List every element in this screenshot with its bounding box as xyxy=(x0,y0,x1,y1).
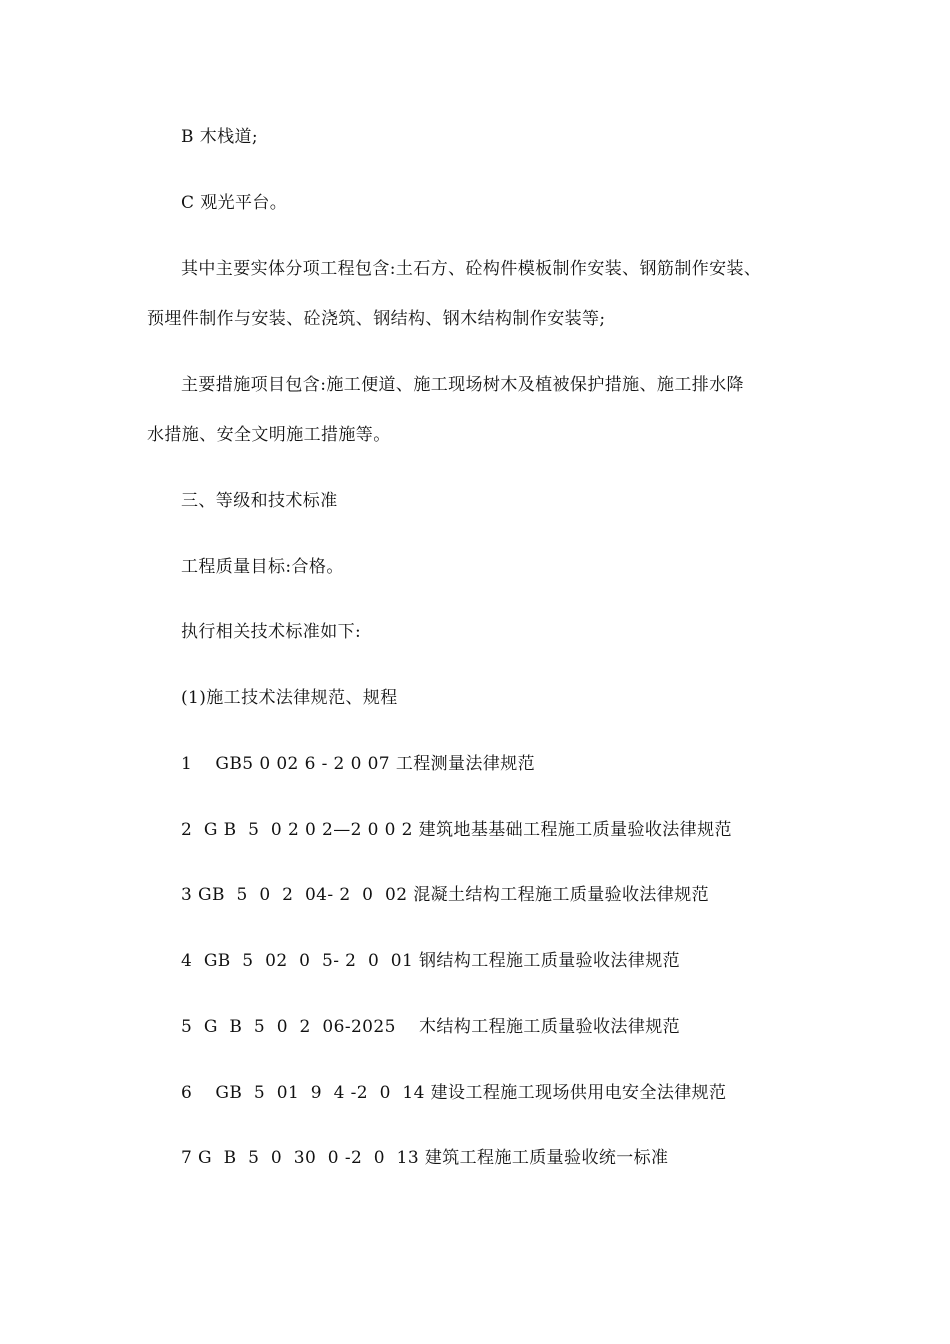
paragraph-line: 水措施、安全文明施工措施等。 xyxy=(147,425,391,445)
paragraph-line: 主要措施项目包含:施工便道、施工现场树木及植被保护措施、施工排水降 xyxy=(181,375,744,395)
list-item-c: C 观光平台。 xyxy=(181,193,288,213)
subsection-heading: (1)施工技术法律规范、规程 xyxy=(181,688,398,708)
paragraph-line: 其中主要实体分项工程包含:土石方、砼构件模板制作安装、钢筋制作安装、 xyxy=(181,259,762,279)
section-heading: 三、等级和技术标准 xyxy=(181,491,338,511)
paragraph-line: 工程质量目标:合格。 xyxy=(181,557,344,577)
standard-item: 5 G B 5 0 2 06-2025 木结构工程施工质量验收法律规范 xyxy=(181,1017,681,1037)
list-item-b: B 木栈道; xyxy=(181,127,259,147)
standard-item: 1 GB5 0 02 6 - 2 0 07 工程测量法律规范 xyxy=(181,754,536,774)
paragraph-line: 执行相关技术标准如下: xyxy=(181,622,362,642)
paragraph-line: 预埋件制作与安装、砼浇筑、钢结构、钢木结构制作安装等; xyxy=(147,309,606,329)
standard-item: 4 GB 5 02 0 5- 2 0 01 钢结构工程施工质量验收法律规范 xyxy=(181,951,681,971)
standard-item: 2 G B 5 0 2 0 2—2 0 0 2 建筑地基基础工程施工质量验收法律规范 xyxy=(181,820,732,840)
standard-item: 6 GB 5 01 9 4 -2 0 14 建设工程施工现场供用电安全法律规范 xyxy=(181,1083,727,1103)
standard-item: 7 G B 5 0 30 0 -2 0 13 建筑工程施工质量验收统一标准 xyxy=(181,1148,669,1168)
standard-item: 3 GB 5 0 2 04- 2 0 02 混凝土结构工程施工质量验收法律规范 xyxy=(181,885,710,905)
